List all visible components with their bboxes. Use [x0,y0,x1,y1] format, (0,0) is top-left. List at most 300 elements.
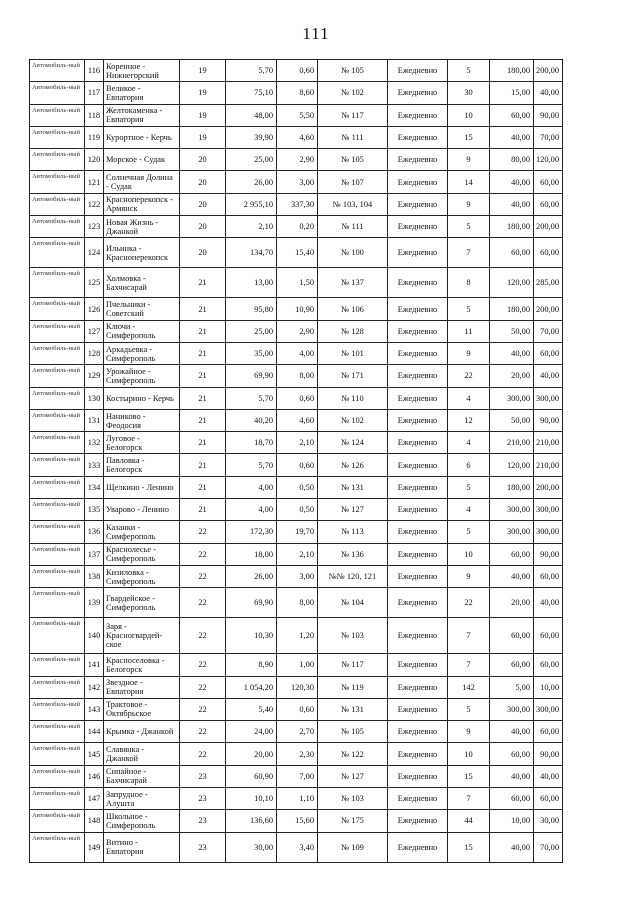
total-cell: 60,00 [534,238,563,268]
count-cell: 8 [448,268,490,298]
registry-cell: № 127 [318,499,388,521]
registry-cell: № 102 [318,82,388,104]
registry-cell: № 111 [318,216,388,238]
route-number-cell: 137 [85,543,104,565]
route-name-cell: Морское - Судак [104,149,180,171]
distance-cell: 21 [180,320,226,342]
price-cell: 40,00 [490,171,534,193]
count-cell: 6 [448,454,490,476]
registry-cell: № 128 [318,320,388,342]
price-cell: 50,00 [490,409,534,431]
route-number-cell: 141 [85,654,104,676]
distance-cell: 21 [180,454,226,476]
total-cell: 70,00 [534,832,563,862]
route-number-cell: 120 [85,149,104,171]
table-row [30,238,563,268]
route-type-cell: Автомобиль-ный [30,654,85,676]
route-name-cell: Павловка - Белогорск [104,454,180,476]
price-cell: 60,00 [490,654,534,676]
count-cell: 4 [448,432,490,454]
count-cell: 5 [448,216,490,238]
count-cell: 5 [448,521,490,543]
total-cell: 40,00 [534,588,563,618]
route-name-cell: Новая Жизнь - Джанкой [104,216,180,238]
share-cell: 15,40 [277,238,318,268]
route-name-cell: Уварово - Ленино [104,499,180,521]
share-cell: 1,10 [277,788,318,810]
distance-cell: 20 [180,171,226,193]
share-cell: 5,50 [277,104,318,126]
price-cell: 60,00 [490,788,534,810]
registry-cell: № 104 [318,588,388,618]
count-cell: 10 [448,104,490,126]
count-cell: 15 [448,126,490,148]
total-cell: 200,00 [534,298,563,320]
total-cell: 60,00 [534,788,563,810]
table-row [30,476,563,498]
count-cell: 14 [448,171,490,193]
page-number: 111 [302,24,330,43]
table-row [30,104,563,126]
table-row [30,320,563,342]
frequency-cell: Ежедневно [388,618,448,654]
price-cell: 5,00 [490,676,534,698]
frequency-cell: Ежедневно [388,432,448,454]
registry-cell: № 136 [318,543,388,565]
distance-cell: 23 [180,832,226,862]
registry-cell: № 109 [318,832,388,862]
volume-cell: 5,70 [226,387,277,409]
price-cell: 120,00 [490,268,534,298]
share-cell: 2,90 [277,320,318,342]
table-row [30,216,563,238]
count-cell: 11 [448,320,490,342]
route-number-cell: 134 [85,476,104,498]
total-cell: 285,00 [534,268,563,298]
volume-cell: 25,00 [226,149,277,171]
total-cell: 40,00 [534,365,563,387]
total-cell: 300,00 [534,521,563,543]
volume-cell: 95,80 [226,298,277,320]
routes-table [29,59,563,863]
share-cell: 10,90 [277,298,318,320]
count-cell: 22 [448,365,490,387]
frequency-cell: Ежедневно [388,521,448,543]
route-name-cell: Коренное - Нижнегорский [104,60,180,82]
share-cell: 8,00 [277,365,318,387]
share-cell: 4,00 [277,342,318,364]
share-cell: 120,30 [277,676,318,698]
route-type-cell: Автомобиль-ный [30,342,85,364]
total-cell: 300,00 [534,387,563,409]
volume-cell: 4,00 [226,499,277,521]
count-cell: 5 [448,476,490,498]
price-cell: 300,00 [490,521,534,543]
registry-cell: № 131 [318,476,388,498]
route-name-cell: Витино - Евпатория [104,832,180,862]
share-cell: 2,90 [277,149,318,171]
route-name-cell: Школьное - Симферополь [104,810,180,832]
count-cell: 142 [448,676,490,698]
count-cell: 15 [448,832,490,862]
volume-cell: 25,00 [226,320,277,342]
route-name-cell: Аркадьевка - Симферополь [104,342,180,364]
route-number-cell: 127 [85,320,104,342]
registry-cell: № 131 [318,698,388,720]
total-cell: 210,00 [534,454,563,476]
route-number-cell: 130 [85,387,104,409]
table-row [30,298,563,320]
frequency-cell: Ежедневно [388,365,448,387]
route-type-cell: Автомобиль-ный [30,126,85,148]
route-type-cell: Автомобиль-ный [30,721,85,743]
route-name-cell: Курортное - Керчь [104,126,180,148]
route-number-cell: 135 [85,499,104,521]
share-cell: 0,60 [277,60,318,82]
table-row [30,721,563,743]
volume-cell: 5,40 [226,698,277,720]
registry-cell: № 102 [318,409,388,431]
route-name-cell: Холмовка - Бахчисарай [104,268,180,298]
route-type-cell: Автомобиль-ный [30,454,85,476]
price-cell: 40,00 [490,832,534,862]
share-cell: 4,60 [277,126,318,148]
price-cell: 210,00 [490,432,534,454]
route-name-cell: Костырино - Керчь [104,387,180,409]
route-type-cell: Автомобиль-ный [30,171,85,193]
volume-cell: 20,00 [226,743,277,765]
distance-cell: 21 [180,409,226,431]
table-row [30,499,563,521]
route-name-cell: Ключи - Симферополь [104,320,180,342]
route-name-cell: Луговое - Белогорск [104,432,180,454]
route-name-cell: Солнечная Долина - Судак [104,171,180,193]
price-cell: 60,00 [490,543,534,565]
share-cell: 2,70 [277,721,318,743]
count-cell: 9 [448,342,490,364]
total-cell: 90,00 [534,543,563,565]
route-name-cell: Красноперекопск - Армянск [104,193,180,215]
volume-cell: 26,00 [226,171,277,193]
count-cell: 22 [448,588,490,618]
route-number-cell: 145 [85,743,104,765]
route-number-cell: 128 [85,342,104,364]
table-row [30,454,563,476]
distance-cell: 23 [180,788,226,810]
share-cell: 4,60 [277,409,318,431]
frequency-cell: Ежедневно [388,698,448,720]
route-type-cell: Автомобиль-ный [30,432,85,454]
volume-cell: 4,00 [226,476,277,498]
distance-cell: 23 [180,810,226,832]
route-type-cell: Автомобиль-ный [30,149,85,171]
route-number-cell: 116 [85,60,104,82]
price-cell: 300,00 [490,698,534,720]
total-cell: 30,00 [534,810,563,832]
table-row [30,588,563,618]
volume-cell: 136,60 [226,810,277,832]
route-type-cell: Автомобиль-ный [30,588,85,618]
frequency-cell: Ежедневно [388,82,448,104]
count-cell: 12 [448,409,490,431]
registry-cell: № 122 [318,743,388,765]
route-type-cell: Автомобиль-ный [30,521,85,543]
volume-cell: 39,90 [226,126,277,148]
volume-cell: 8,90 [226,654,277,676]
registry-cell: № 119 [318,676,388,698]
distance-cell: 20 [180,216,226,238]
volume-cell: 10,30 [226,618,277,654]
price-cell: 180,00 [490,60,534,82]
route-type-cell: Автомобиль-ный [30,543,85,565]
total-cell: 200,00 [534,60,563,82]
route-type-cell: Автомобиль-ный [30,618,85,654]
count-cell: 4 [448,387,490,409]
route-name-cell: Пчельники - Советский [104,298,180,320]
table-row [30,676,563,698]
routes-table-body [30,60,563,863]
total-cell: 90,00 [534,104,563,126]
share-cell: 0,60 [277,454,318,476]
price-cell: 120,00 [490,454,534,476]
distance-cell: 22 [180,676,226,698]
frequency-cell: Ежедневно [388,238,448,268]
route-type-cell: Автомобиль-ный [30,409,85,431]
price-cell: 40,00 [490,565,534,587]
route-number-cell: 124 [85,238,104,268]
route-type-cell: Автомобиль-ный [30,82,85,104]
volume-cell: 13,00 [226,268,277,298]
distance-cell: 22 [180,743,226,765]
table-row [30,365,563,387]
registry-cell: № 101 [318,342,388,364]
route-type-cell: Автомобиль-ный [30,268,85,298]
share-cell: 19,70 [277,521,318,543]
route-type-cell: Автомобиль-ный [30,743,85,765]
price-cell: 40,00 [490,342,534,364]
share-cell: 15,60 [277,810,318,832]
table-row [30,521,563,543]
price-cell: 60,00 [490,743,534,765]
distance-cell: 19 [180,60,226,82]
route-name-cell: Великое - Евпатория [104,82,180,104]
volume-cell: 40,20 [226,409,277,431]
registry-cell: № 105 [318,60,388,82]
count-cell: 15 [448,765,490,787]
route-type-cell: Автомобиль-ный [30,320,85,342]
route-number-cell: 142 [85,676,104,698]
distance-cell: 21 [180,298,226,320]
share-cell: 3,00 [277,171,318,193]
share-cell: 8,00 [277,588,318,618]
route-number-cell: 146 [85,765,104,787]
frequency-cell: Ежедневно [388,543,448,565]
route-number-cell: 133 [85,454,104,476]
route-name-cell: Трактовое - Октябрьское [104,698,180,720]
route-number-cell: 131 [85,409,104,431]
count-cell: 5 [448,698,490,720]
frequency-cell: Ежедневно [388,409,448,431]
route-name-cell: Ильинка - Красноперекопск [104,238,180,268]
distance-cell: 22 [180,618,226,654]
total-cell: 60,00 [534,618,563,654]
price-cell: 40,00 [490,721,534,743]
route-name-cell: Сипайное - Бахчисарай [104,765,180,787]
frequency-cell: Ежедневно [388,171,448,193]
route-number-cell: 148 [85,810,104,832]
route-number-cell: 138 [85,565,104,587]
count-cell: 5 [448,298,490,320]
frequency-cell: Ежедневно [388,588,448,618]
count-cell: 4 [448,499,490,521]
total-cell: 60,00 [534,565,563,587]
frequency-cell: Ежедневно [388,104,448,126]
route-type-cell: Автомобиль-ный [30,788,85,810]
route-number-cell: 140 [85,618,104,654]
route-name-cell: Краснолесье - Симферополь [104,543,180,565]
table-row [30,654,563,676]
volume-cell: 2 955,10 [226,193,277,215]
total-cell: 40,00 [534,82,563,104]
distance-cell: 22 [180,654,226,676]
table-row [30,126,563,148]
table-row [30,193,563,215]
distance-cell: 22 [180,543,226,565]
volume-cell: 35,00 [226,342,277,364]
registry-cell: № 103 [318,788,388,810]
route-type-cell: Автомобиль-ный [30,238,85,268]
registry-cell: № 126 [318,454,388,476]
volume-cell: 69,90 [226,365,277,387]
table-row [30,60,563,82]
route-type-cell: Автомобиль-ный [30,298,85,320]
volume-cell: 134,70 [226,238,277,268]
route-number-cell: 126 [85,298,104,320]
volume-cell: 2,10 [226,216,277,238]
price-cell: 60,00 [490,104,534,126]
registry-cell: № 117 [318,654,388,676]
table-row [30,171,563,193]
frequency-cell: Ежедневно [388,765,448,787]
price-cell: 40,00 [490,765,534,787]
share-cell: 8,60 [277,82,318,104]
volume-cell: 24,00 [226,721,277,743]
price-cell: 20,00 [490,365,534,387]
route-type-cell: Автомобиль-ный [30,499,85,521]
volume-cell: 1 054,20 [226,676,277,698]
price-cell: 20,00 [490,588,534,618]
distance-cell: 20 [180,238,226,268]
route-type-cell: Автомобиль-ный [30,104,85,126]
share-cell: 3,40 [277,832,318,862]
volume-cell: 26,00 [226,565,277,587]
route-type-cell: Автомобиль-ный [30,810,85,832]
count-cell: 5 [448,60,490,82]
table-row [30,832,563,862]
price-cell: 180,00 [490,476,534,498]
route-name-cell: Желтокаменка - Евпатория [104,104,180,126]
volume-cell: 10,10 [226,788,277,810]
volume-cell: 172,30 [226,521,277,543]
distance-cell: 22 [180,588,226,618]
total-cell: 60,00 [534,721,563,743]
share-cell: 7,00 [277,765,318,787]
route-type-cell: Автомобиль-ный [30,698,85,720]
count-cell: 10 [448,543,490,565]
route-name-cell: Щелкино - Ленино [104,476,180,498]
frequency-cell: Ежедневно [388,193,448,215]
registry-cell: № 124 [318,432,388,454]
price-cell: 80,00 [490,149,534,171]
route-type-cell: Автомобиль-ный [30,216,85,238]
price-cell: 15,00 [490,82,534,104]
registry-cell: № 103 [318,618,388,654]
table-row [30,543,563,565]
price-cell: 60,00 [490,238,534,268]
frequency-cell: Ежедневно [388,565,448,587]
share-cell: 1,50 [277,268,318,298]
share-cell: 3,00 [277,565,318,587]
route-type-cell: Автомобиль-ный [30,60,85,82]
total-cell: 60,00 [534,654,563,676]
price-cell: 180,00 [490,298,534,320]
route-name-cell: Наниково - Феодосия [104,409,180,431]
table-row [30,698,563,720]
distance-cell: 21 [180,365,226,387]
registry-cell: № 105 [318,721,388,743]
share-cell: 1,00 [277,654,318,676]
share-cell: 0,60 [277,698,318,720]
frequency-cell: Ежедневно [388,810,448,832]
total-cell: 90,00 [534,743,563,765]
route-name-cell: Заря - Красногвардей-ское [104,618,180,654]
route-number-cell: 121 [85,171,104,193]
route-number-cell: 123 [85,216,104,238]
count-cell: 7 [448,238,490,268]
distance-cell: 19 [180,126,226,148]
route-number-cell: 147 [85,788,104,810]
count-cell: 7 [448,788,490,810]
route-number-cell: 143 [85,698,104,720]
share-cell: 2,30 [277,743,318,765]
registry-cell: № 100 [318,238,388,268]
count-cell: 9 [448,565,490,587]
frequency-cell: Ежедневно [388,320,448,342]
count-cell: 9 [448,721,490,743]
route-number-cell: 149 [85,832,104,862]
frequency-cell: Ежедневно [388,387,448,409]
distance-cell: 21 [180,342,226,364]
route-type-cell: Автомобиль-ный [30,765,85,787]
registry-cell: № 117 [318,104,388,126]
count-cell: 10 [448,743,490,765]
frequency-cell: Ежедневно [388,216,448,238]
total-cell: 300,00 [534,698,563,720]
frequency-cell: Ежедневно [388,654,448,676]
route-number-cell: 129 [85,365,104,387]
route-type-cell: Автомобиль-ный [30,476,85,498]
route-number-cell: 144 [85,721,104,743]
total-cell: 300,00 [534,499,563,521]
total-cell: 70,00 [534,320,563,342]
registry-cell: № 106 [318,298,388,320]
volume-cell: 60,90 [226,765,277,787]
frequency-cell: Ежедневно [388,499,448,521]
table-row [30,387,563,409]
distance-cell: 19 [180,82,226,104]
share-cell: 2,10 [277,543,318,565]
frequency-cell: Ежедневно [388,721,448,743]
